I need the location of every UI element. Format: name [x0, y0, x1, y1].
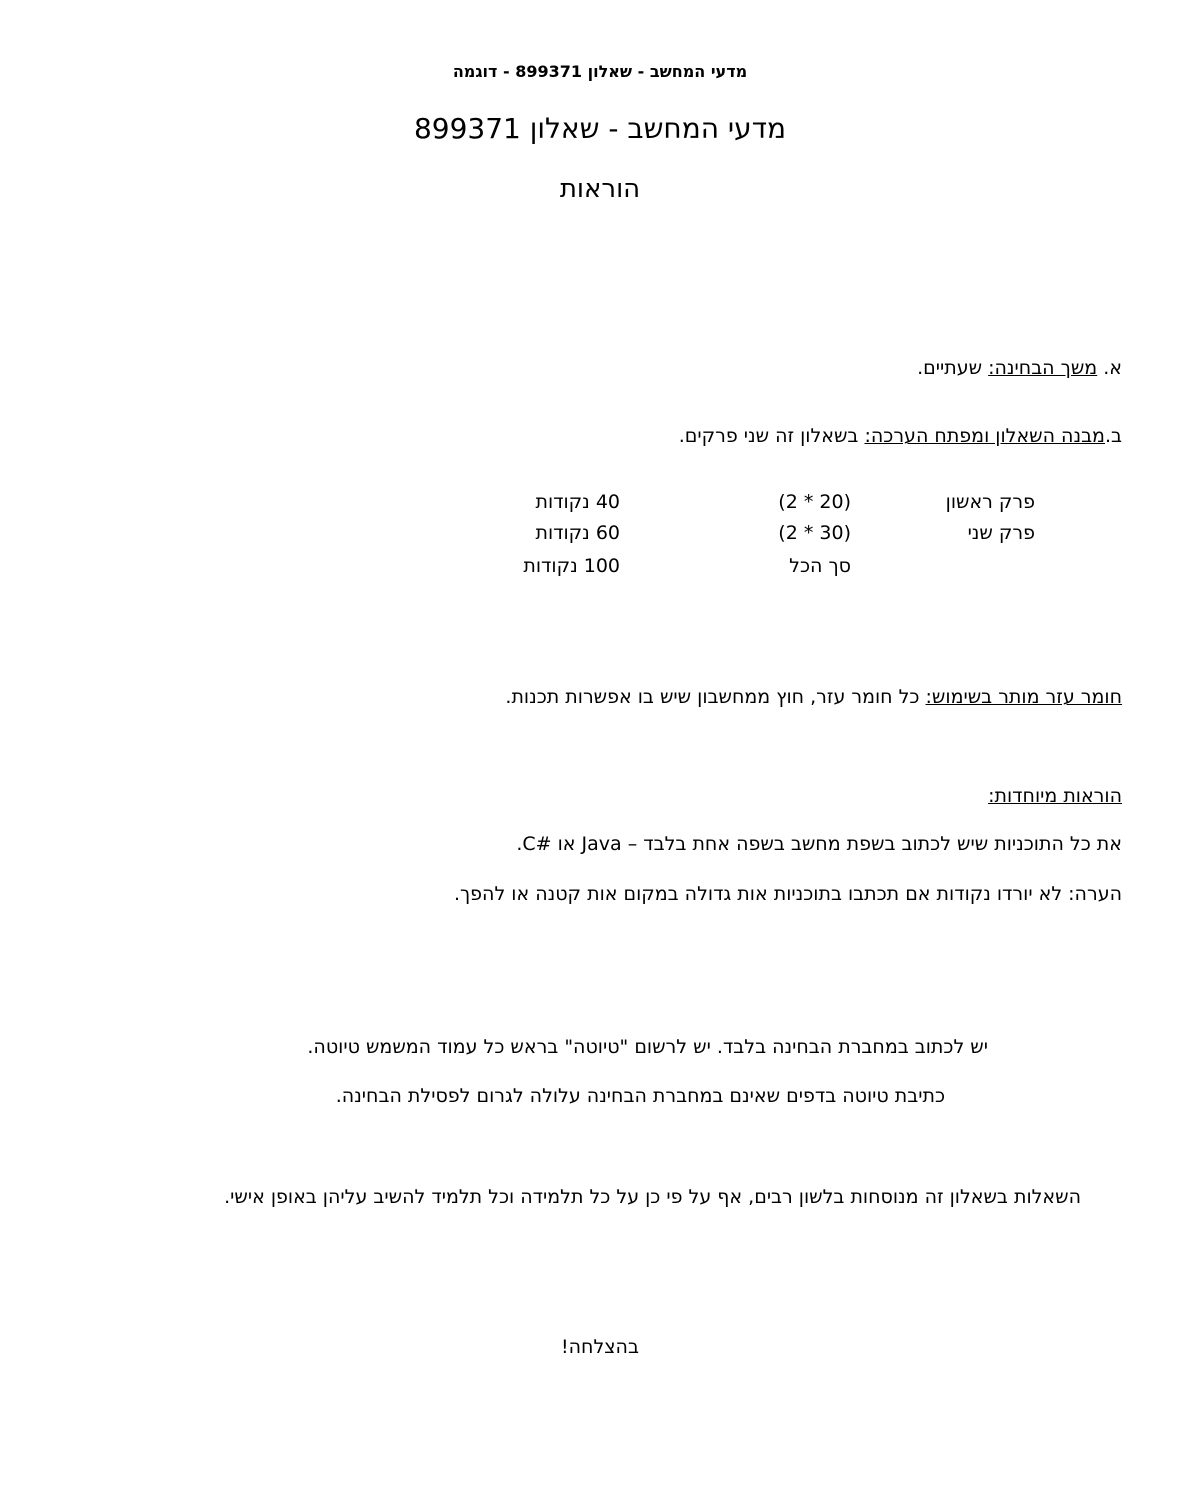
duration-prefix: א.	[1103, 357, 1122, 379]
exam-structure-line	[679, 425, 1122, 447]
table-cell-formula: (30 * 2)	[778, 522, 851, 544]
structure-prefix: ב.	[1104, 425, 1122, 447]
draft-warning: כתיבת טיוטה בדפים שאינם במחברת הבחינה עלולה לגרום לפסילת הבחינה.	[335, 1085, 945, 1107]
materials-text: כל חומר עזר, חוץ ממחשבון שיש בו אפשרות תכנות.	[505, 686, 920, 708]
case-note: הערה: לא יורדו נקודות אם תכתבו בתוכניות אות גדולה במקום אות קטנה או להפך.	[453, 883, 1122, 905]
table-cell-points: 60 נקודות	[535, 522, 620, 544]
duration-label: משך הבחינה:	[988, 357, 1098, 379]
running-header: מדעי המחשב - שאלון 899371 - דוגמה	[452, 62, 748, 81]
special-instructions-heading: הוראות מיוחדות:	[988, 785, 1122, 807]
table-cell-part: פרק ראשון	[945, 491, 1035, 513]
table-cell-points: 100 נקודות	[523, 555, 620, 577]
exam-duration-line	[917, 357, 1122, 379]
table-cell-formula: (20 * 2)	[778, 491, 851, 513]
closing-text: בהצלחה!	[561, 1336, 639, 1358]
duration-text: שעתיים.	[917, 357, 983, 379]
notebook-instruction: יש לכתוב במחברת הבחינה בלבד. יש לרשום "טיוטה" בראש כל עמוד המשמש טיוטה.	[307, 1036, 988, 1058]
language-instruction: את כל התוכניות שיש לכתוב בשפת מחשב בשפה אחת בלבד – Java או #C.	[516, 833, 1122, 855]
page-subtitle: הוראות	[559, 174, 641, 204]
allowed-materials-line	[505, 686, 1122, 708]
table-cell-points: 40 נקודות	[535, 491, 620, 513]
structure-text: בשאלון זה שני פרקים.	[678, 425, 859, 447]
materials-label: חומר עזר מותר בשימוש:	[925, 686, 1122, 708]
page-title: מדעי המחשב - שאלון 899371	[413, 112, 787, 145]
gender-note: השאלות בשאלון זה מנוסחות בלשון רבים, אף על פי כן על כל תלמידה וכל תלמיד להשיב עליהן באופן אישי.	[224, 1186, 1081, 1208]
table-cell-formula: סך הכל	[789, 555, 851, 577]
structure-label: מבנה השאלון ומפתח הערכה:	[864, 425, 1105, 447]
table-cell-part: פרק שני	[967, 522, 1035, 544]
